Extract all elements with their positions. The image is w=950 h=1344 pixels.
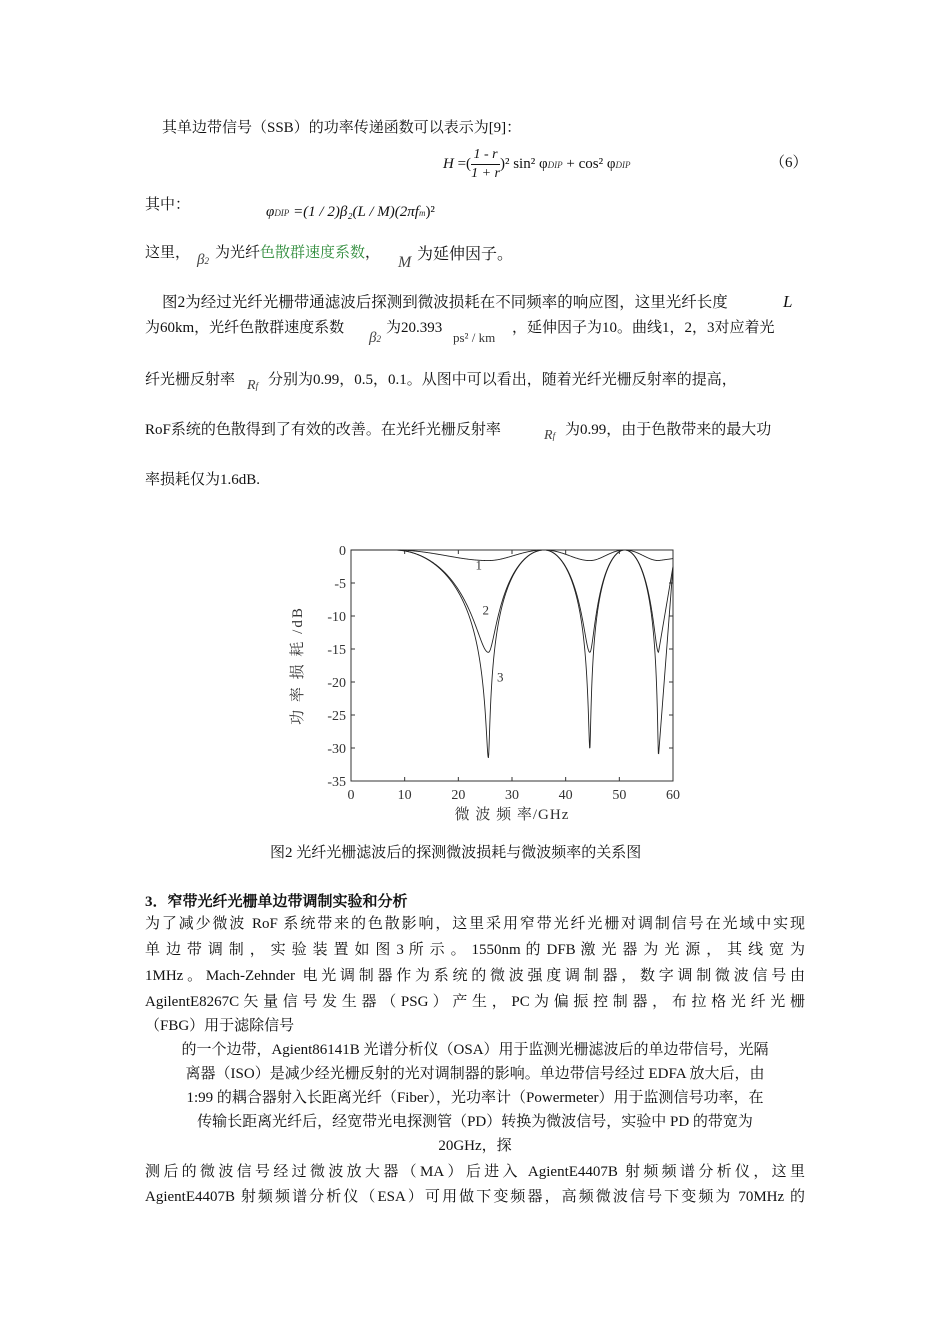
- section3-heading: 3．窄带光纤光栅单边带调制实验和分析: [145, 894, 408, 910]
- eq6-denominator: 1 + r: [471, 166, 500, 181]
- curve-label-3: 3: [496, 669, 504, 685]
- curve-label-2: 2: [482, 602, 489, 618]
- eq6-plus: + cos² φ: [562, 155, 616, 172]
- y-tick-label: -30: [327, 742, 346, 757]
- equation-6: [443, 146, 630, 183]
- curve-label-1: 1: [475, 557, 483, 573]
- eq6-numerator: 1 - r: [471, 146, 500, 165]
- p2-line5: 率损耗仅为1.6dB.: [145, 472, 261, 488]
- here-a: 这里，: [145, 245, 191, 261]
- series-line-2: [351, 550, 673, 652]
- s3-tail-1: AgientE4407B 射频频谱分析仪（ESA）可用做下变频器，高频微波信号下变频为 70MHz 的: [145, 1189, 805, 1205]
- equation-phi: [266, 204, 435, 221]
- eq6-rest: )² sin² φ: [499, 155, 548, 172]
- here-line: [215, 243, 380, 263]
- y-tick-label: -20: [327, 676, 346, 691]
- s3-center-2: 1:99 的耦合器射入长距离光纤（Fiber），光功率计（Powermeter）用于监测信号功率，在: [186, 1090, 764, 1106]
- phi-lhs-sub: DIP: [274, 208, 290, 218]
- p2-line3b: 分别为0.99，0.5，0.1。从图中可以看出，随着光纤光栅反射率的提高，: [268, 372, 737, 388]
- phi-fsub: m: [418, 208, 426, 218]
- y-tick-label: -25: [327, 709, 346, 724]
- x-tick-label: 40: [558, 788, 573, 803]
- y-tick-label: -5: [334, 577, 346, 592]
- p2-unit: ps² / km: [453, 330, 496, 345]
- figure-caption: 图2 光纤光栅滤波后的探测微波损耗与微波频率的关系图: [270, 845, 642, 861]
- where-label: 其中：: [145, 197, 191, 213]
- x-tick-label: 30: [505, 788, 519, 803]
- p2-line2c: ，延伸因子为10。曲线1，2，3对应着光: [512, 320, 775, 336]
- s3-center-3: 传输长距离光纤后，经宽带光电探测管（PD）转换为微波信号，实验中 PD 的带宽为: [197, 1114, 753, 1130]
- here-green: 色散群速度系数: [260, 245, 366, 261]
- beta-symbol: β2: [197, 252, 209, 268]
- eq6-sub2: DIP: [615, 159, 631, 170]
- p2-line2a: 为60km，光纤色散群速度系数: [145, 320, 345, 336]
- s3-center-1: 离器（ISO）是减少经光栅反射的光对调制器的影响。单边带信号经过 EDFA 放大后，由: [185, 1066, 765, 1082]
- y-tick-label: -10: [327, 610, 346, 625]
- eq6-H: H: [443, 155, 454, 172]
- x-tick-label: 20: [451, 788, 466, 803]
- p2-line3a: 纤光栅反射率: [145, 372, 236, 388]
- loss-chart: [270, 535, 690, 825]
- equation-number: （6）: [770, 155, 808, 171]
- eq6-sub1: DIP: [547, 159, 563, 170]
- s3-line-4: （FBG）用于滤除信号: [145, 1018, 295, 1034]
- intro-text: 其单边带信号（SSB）的功率传递函数可以表示为[9]：: [162, 120, 522, 136]
- s3-tail-0: 测后的微波信号经过微波放大器（MA）后进入 AgientE4407B 射频频谱分析仪，这里: [145, 1164, 805, 1180]
- p2-line1: 图2为经过光纤光栅带通滤波后探测到微波损耗在不同频率的响应图，这里光纤长度: [162, 294, 728, 311]
- x-tick-label: 0: [347, 788, 355, 803]
- y-tick-label: -15: [327, 643, 346, 658]
- p2-beta: β2: [369, 330, 381, 346]
- s3-line-2: 1MHz。Mach-Zehnder 电光调制器作为系统的微波强度调制器，数字调制微波信号由: [145, 968, 805, 984]
- s3-center-0: 的一个边带，Agient86141B 光谱分析仪（OSA）用于监测光栅滤波后的单边带信号，光隔: [181, 1042, 769, 1058]
- x-axis-label: 微 波 频 率/GHz: [454, 807, 570, 823]
- x-tick-label: 50: [612, 788, 627, 803]
- here-b: 为光纤: [215, 245, 261, 261]
- p2-line4b: 为0.99，由于色散带来的最大功: [565, 422, 772, 438]
- p2-L: L: [783, 292, 793, 311]
- eq6-fraction: [471, 146, 500, 183]
- p2-line2b: 为20.393: [386, 320, 443, 336]
- y-tick-label: 0: [339, 544, 346, 559]
- series-line-3: [351, 550, 673, 758]
- x-tick-label: 10: [397, 788, 412, 803]
- m-symbol: M: [398, 254, 412, 271]
- s3-line-0: 为了减少微波 RoF 系统带来的色散影响，这里采用窄带光纤光栅对调制信号在光域中实现: [145, 916, 805, 932]
- phi-tail: )²: [425, 204, 435, 220]
- s3-line-1: 单 边 带 调 制 ， 实 验 装 置 如 图 3 所 示 。 1550nm 的 DFB 激 光 器 为 光 源 ， 其 线 宽 为: [145, 942, 805, 958]
- s3-line-3: AgilentE8267C 矢 量 信 号 发 生 器 （ PSG ） 产 生 ， PC 为 偏 振 控 制 器 ， 布 拉 格 光 纤 光 栅: [145, 994, 805, 1010]
- here-c: ，: [365, 245, 381, 261]
- eq6-eq: =(: [457, 155, 472, 172]
- s3-center-4: 20GHz，探: [438, 1138, 512, 1154]
- phi-lhs: φ: [266, 204, 275, 220]
- y-axis-label: 功 率 损 耗 /dB: [290, 606, 306, 725]
- plot-frame: [351, 550, 673, 781]
- p2-line4a: RoF系统的色散得到了有效的改善。在光纤光栅反射率: [145, 422, 501, 438]
- phi-rhs: =(1 / 2)β₂(L / M)(2πf: [293, 204, 419, 220]
- here-d: 为延伸因子。: [417, 246, 514, 263]
- y-tick-label: -35: [327, 775, 346, 790]
- p2-Rf-1: Rf: [247, 378, 259, 393]
- p2-Rf-2: Rf: [544, 428, 556, 443]
- x-tick-label: 60: [666, 788, 680, 803]
